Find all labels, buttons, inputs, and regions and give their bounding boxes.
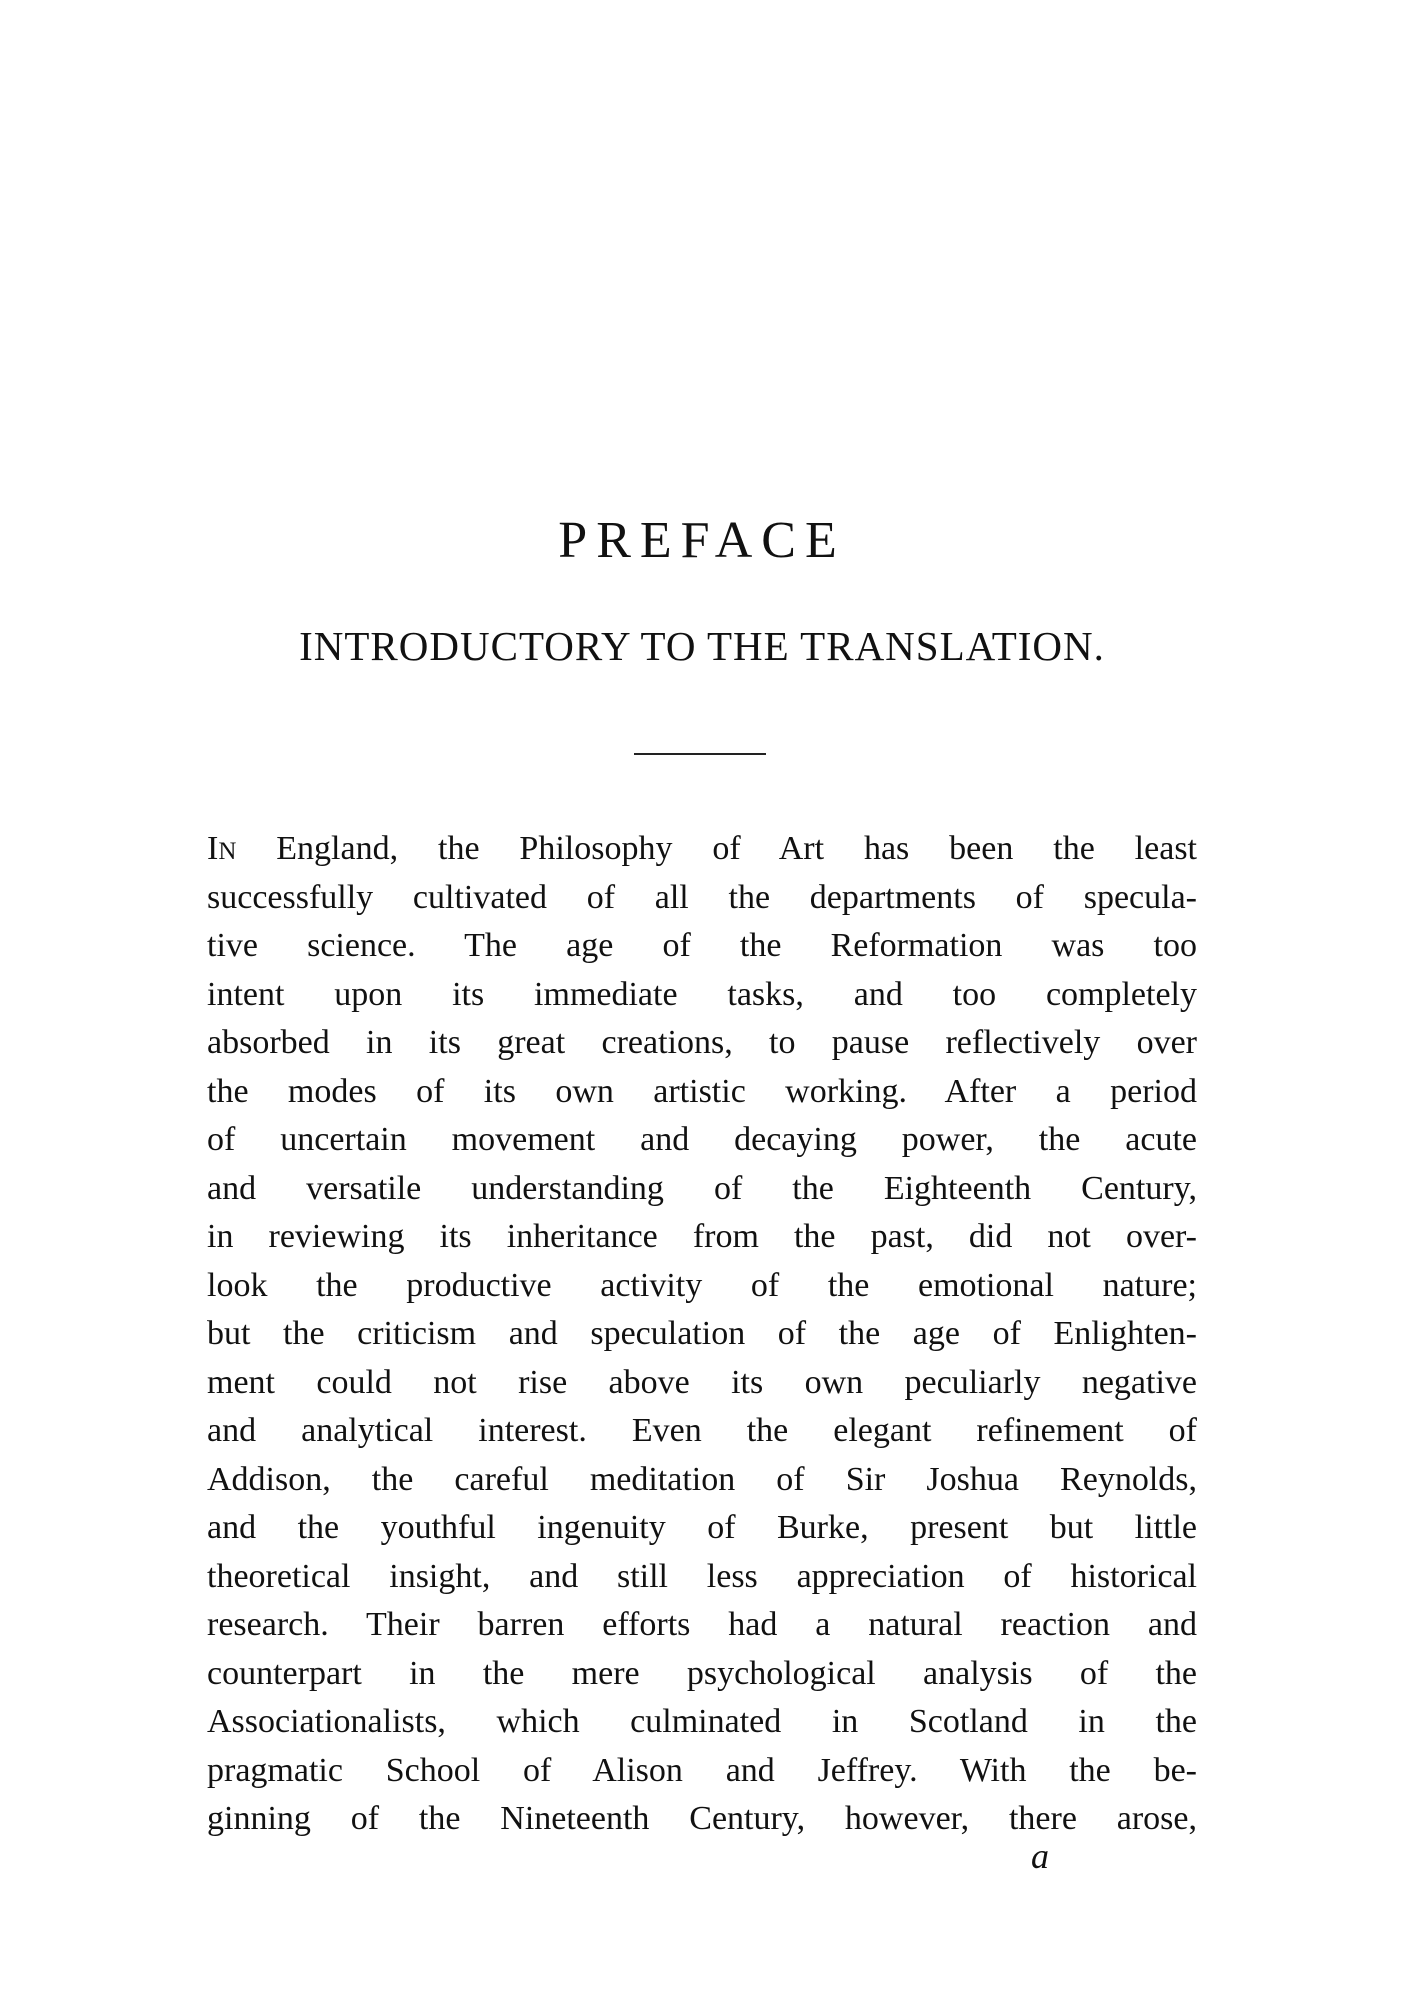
text-line: absorbed in its great creations, to pause reflectively over — [207, 1024, 1197, 1061]
page-title: PREFACE — [558, 512, 846, 569]
text-line: research. Their barren efforts had a natural reaction and — [207, 1606, 1197, 1643]
text-line: counterpart in the mere psychological analysis of the — [207, 1654, 1197, 1692]
text-line-content: England, the Philosophy of Art has been the least — [236, 830, 1197, 867]
text-line: and the youthful ingenuity of Burke, present but little — [207, 1509, 1197, 1546]
text-line: in reviewing its inheritance from the past, did not over- — [207, 1218, 1197, 1255]
text-line: the modes of its own artistic working. After a period — [207, 1072, 1197, 1110]
text-line: Addison, the careful meditation of Sir Joshua Reynolds, — [207, 1460, 1197, 1498]
text-line: pragmatic School of Alison and Jeffrey. With the be- — [207, 1751, 1197, 1789]
text-line: intent upon its immediate tasks, and too completely — [207, 975, 1197, 1013]
text-line: and versatile understanding of the Eighteenth Century, — [207, 1169, 1197, 1207]
first-word-cap: I — [207, 830, 219, 867]
first-word-small-caps: N — [218, 838, 237, 865]
page-subtitle: INTRODUCTORY TO THE TRANSLATION. — [299, 623, 1105, 669]
text-line: tive science. The age of the Reformation was too — [207, 927, 1197, 964]
text-line: ginning of the Nineteenth Century, however, there arose, — [207, 1800, 1197, 1837]
text-line: look the productive activity of the emotional nature; — [207, 1266, 1197, 1304]
text-line: and analytical interest. Even the elegant refinement of — [207, 1412, 1197, 1449]
signature-mark: a — [1031, 1836, 1049, 1876]
text-line: ment could not rise above its own peculiarly negative — [207, 1363, 1197, 1401]
body-paragraph — [207, 825, 1197, 1844]
text-line: of uncertain movement and decaying power, the acute — [207, 1121, 1197, 1158]
text-line: but the criticism and speculation of the age of Enlighten- — [207, 1315, 1197, 1352]
text-line: successfully cultivated of all the departments of specula- — [207, 878, 1197, 916]
text-line — [207, 825, 1197, 874]
section-divider — [634, 753, 766, 755]
text-line: theoretical insight, and still less appreciation of historical — [207, 1557, 1197, 1595]
text-line: Associationalists, which culminated in Scotland in the — [207, 1703, 1197, 1740]
